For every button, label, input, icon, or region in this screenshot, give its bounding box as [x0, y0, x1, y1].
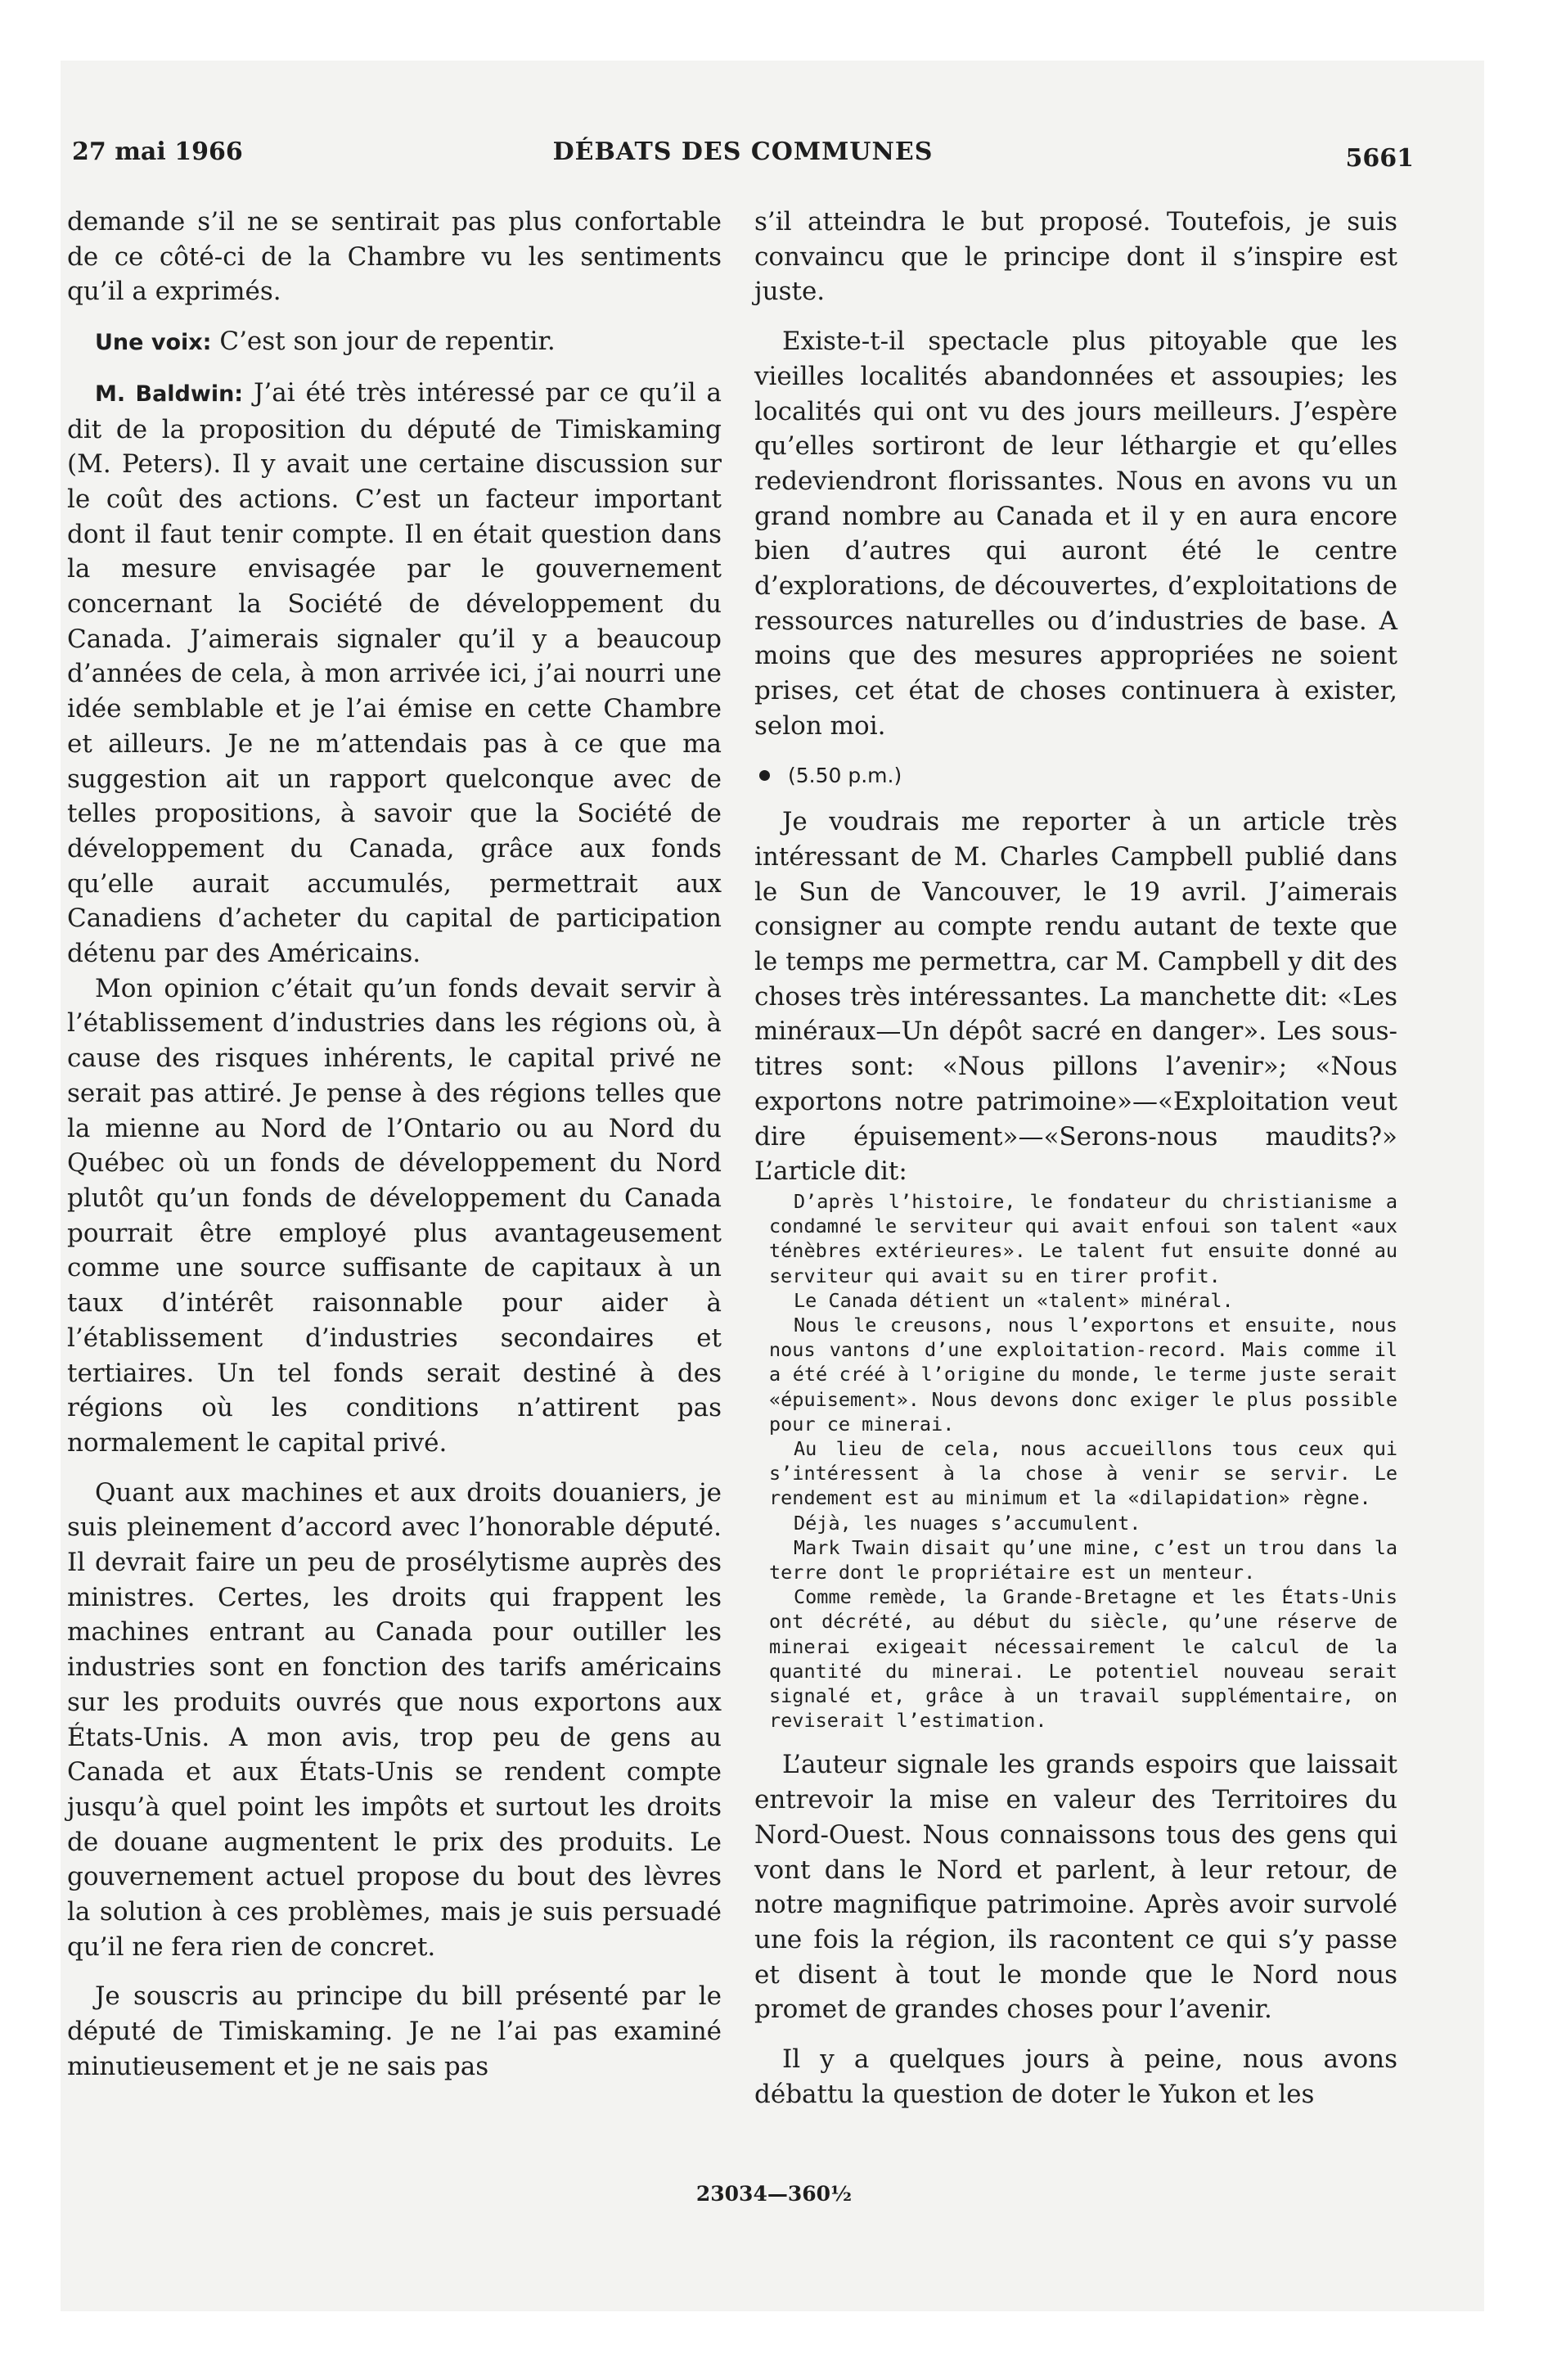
quote-paragraph: Comme remède, la Grande-Bretagne et les États-Unis ont décrété, au début du siècle, qu’une réserve de minerai exigeait nécessairement le calcul de la quantité du minerai. Le potentiel nouveau serait signalé et, grâce à un travail supplémentaire, on reviserait l’estimation. [769, 1585, 1397, 1733]
header-page-number: 5661 [1345, 144, 1414, 173]
page-footer-code: 23034—360½ [695, 2182, 853, 2206]
time-text: (5.50 p.m.) [788, 763, 902, 787]
paragraph: Je souscris au principe du bill présenté par le député de Timiskaming. Je ne l’ai pas examiné minutieusement et je ne sais pas [67, 1981, 722, 2081]
time-stamp [754, 759, 1397, 794]
paragraph: Quant aux machines et aux droits douaniers, je suis pleinement d’accord avec l’honorable député. Il devrait faire un peu de prosélytisme auprès des ministres. Certes, les droits qui frappent les machines entrant au Canada pour outiller les industries sont en fonction des tarifs américains sur les produits ouvrés que nous exportons aux États-Unis. A mon avis, trop peu de gens au Canada et aux États-Unis se rendent compte jusqu’à quel point les impôts et surtout les droits de douane augmentent le prix des produits. Le gouvernement actuel propose du bout des lèvres la solution à ces problèmes, mais je suis persuadé qu’il ne fera rien de concret. [67, 1477, 722, 1962]
quote-paragraph: Au lieu de cela, nous accueillons tous ceux qui s’intéressent à la chose à venir se servir. Le rendement est au minimum et la «dilapidation» règne. [769, 1437, 1397, 1510]
header-date: 27 mai 1966 [72, 137, 243, 166]
quoted-article [769, 1189, 1397, 1733]
header-title: DÉBATS DES COMMUNES [552, 137, 934, 166]
quote-paragraph: D’après l’histoire, le fondateur du christianisme a condamné le serviteur qui avait enfoui son talent «aux ténèbres extérieures». Le talent fut ensuite donné au serviteur qui avait su en tirer profit. [769, 1189, 1397, 1287]
page-header [72, 137, 1414, 178]
paragraph: Mon opinion c’était qu’un fonds devait servir à l’établissement d’industries dans les régions où, à cause des risques inhérents, le capital privé ne serait pas attiré. Je pense à des régions telles que la mienne au Nord de l’Ontario ou au Nord du Québec où un fonds de développement du Nord plutôt qu’un fonds de développement du Canada pourrait être employé plus avantageusement comme une source suffisante de capitaux à un taux d’intérêt raisonnable pour aider à l’établissement d’industries secondaires et tertiaires. Un tel fonds serait destiné à des régions où les conditions n’attirent pas normalement le capital privé. [67, 973, 722, 1458]
quote-paragraph: Le Canada détient un «talent» minéral. [794, 1288, 1234, 1312]
speech-text: J’ai été très intéressé par ce qu’il a dit de la proposition du député de Timiskaming (M. Peters). Il y avait une certaine discussion sur le coût des actions. C’est un facteur important dont il faut tenir compte. Il en était question dans la mesure envisagée par le gouvernement concernant la Société de développement du Canada. J’aimerais signaler qu’il y a beaucoup d’années de cela, à mon arrivée ici, j’ai nourri une idée semblable et je l’ai émise en cette Chambre et ailleurs. Je ne m’attendais pas à ce que ma suggestion ait un rapport quelconque avec de telles propositions, à savoir que la Société de développement du Canada, grâce aux fonds qu’elle aurait accumulés, permettrait aux Canadiens d’acheter du capital de participation détenu par des Américains. [67, 377, 722, 969]
speech-text: C’est son jour de repentir. [219, 327, 556, 357]
left-column [67, 205, 722, 2085]
paragraph [67, 376, 722, 971]
right-column [754, 205, 1397, 2112]
paragraph: s’il atteindra le but proposé. Toutefois, je suis convaincu que le principe dont il s’inspire est juste. [754, 207, 1397, 307]
paragraph: Existe-t-il spectacle plus pitoyable que les vieilles localités abandonnées et assoupies; les localités qui ont vu des jours meilleurs. J’espère qu’elles sortiront de leur léthargie et qu’elles redeviendront florissantes. Nous en avons vu un grand nombre au Canada et il y en aura encore bien d’autres qui auront été le centre d’explorations, de découvertes, d’exploitations de ressources naturelles ou d’industries de base. A moins que des mesures appropriées ne soient prises, cet état de choses continuera à exister, selon moi. [754, 327, 1397, 741]
speaker-name: Une voix: [95, 330, 212, 356]
quote-paragraph: Déjà, les nuages s’accumulent. [794, 1511, 1141, 1535]
quote-paragraph: Mark Twain disait qu’une mine, c’est un trou dans la terre dont le propriétaire est un menteur. [769, 1535, 1397, 1584]
paragraph: Je voudrais me reporter à un article très intéressant de M. Charles Campbell publié dans le Sun de Vancouver, le 19 avril. J’aimerais consigner au compte rendu autant de texte que le temps me permettra, car M. Campbell y dit des choses très intéressantes. La manchette dit: «Les minéraux—Un dépôt sacré en danger». Les sous-titres sont: «Nous pillons l’avenir»; «Nous exportons notre patrimoine»—«Exploitation veut dire épuisement»—«Serons-nous maudits?» L’article dit: [754, 807, 1397, 1187]
speaker-name: M. Baldwin: [95, 381, 244, 407]
paragraph: L’auteur signale les grands espoirs que laissait entrevoir la mise en valeur des Territoires du Nord-Ouest. Nous connaissons tous des gens qui vont dans le Nord et parlent, à leur retour, de notre magnifique patrimoine. Après avoir survolé une fois la région, ils racontent ce qui s’y passe et disent à tout le monde que le Nord nous promet de grandes choses pour l’avenir. [754, 1750, 1397, 2025]
bullet-icon [759, 770, 770, 781]
paragraph: demande s’il ne se sentirait pas plus confortable de ce côté-ci de la Chambre vu les sentiments qu’il a exprimés. [67, 207, 722, 307]
quote-paragraph: Nous le creusons, nous l’exportons et ensuite, nous nous vantons d’une exploitation-record. Mais comme il a été créé à l’origine du monde, le terme juste serait «épuisement». Nous devons donc exiger le plus possible pour ce minerai. [769, 1314, 1397, 1436]
paragraph [67, 324, 722, 361]
paragraph: Il y a quelques jours à peine, nous avons débattu la question de doter le Yukon et les [754, 2044, 1397, 2109]
